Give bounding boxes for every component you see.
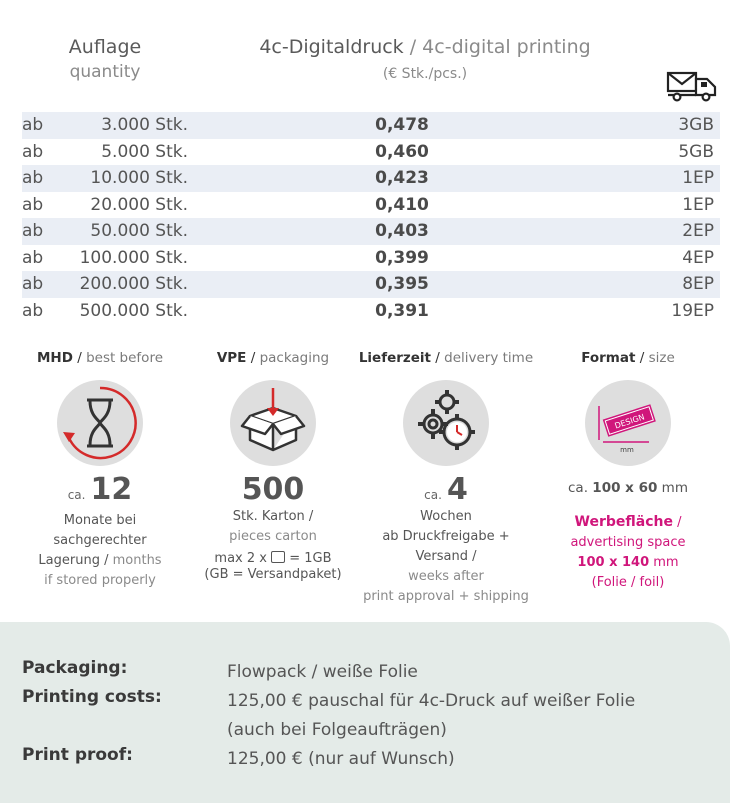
row-price: 0,403 xyxy=(375,221,429,242)
vpe-line2: pieces carton xyxy=(229,529,317,544)
design-label-text: DESIGN xyxy=(613,412,646,431)
printing-costs-value-1: 125,00 € pauschal für 4c-Druck auf weißer Folie xyxy=(227,691,636,711)
ad-space-unit: mm xyxy=(653,555,679,570)
small-box-icon xyxy=(271,551,285,563)
row-quantity: 20.000 Stk. xyxy=(90,194,188,215)
row-ab: ab xyxy=(22,141,44,162)
hourglass-circle xyxy=(57,380,143,466)
table-row xyxy=(22,165,720,192)
row-ab: ab xyxy=(22,194,44,215)
mhd-line3-en: months xyxy=(112,553,162,568)
mhd-line4: if stored properly xyxy=(44,573,156,588)
table-row xyxy=(22,245,720,272)
vpe-title-en: packaging xyxy=(259,350,330,366)
table-row xyxy=(22,218,720,245)
row-shipping: 4EP xyxy=(682,247,714,268)
printing-header-sep: / xyxy=(403,36,423,58)
row-shipping: 8EP xyxy=(682,274,714,295)
delivery-title-en: delivery time xyxy=(444,350,534,366)
vpe-line3a: max 2 x xyxy=(214,551,267,566)
packaging-value: Flowpack / weiße Folie xyxy=(227,662,418,682)
gears-circle xyxy=(403,380,489,466)
vpe-line3b: = 1GB xyxy=(289,551,332,566)
vpe-line4: (GB = Versandpaket) xyxy=(204,567,342,582)
row-ab: ab xyxy=(22,115,44,136)
mhd-value: 12 xyxy=(90,472,133,507)
table-row xyxy=(22,192,720,219)
printing-header-en: 4c-digital printing xyxy=(422,36,591,58)
row-price: 0,478 xyxy=(375,115,429,136)
format-unit: mm xyxy=(661,480,688,496)
print-proof-value: 125,00 € (nur auf Wunsch) xyxy=(227,749,455,769)
mhd-column: MHD / best before ca. 12 Monate bei sachgerechter Lagerung / months if stored properly xyxy=(10,350,190,591)
delivery-value: 4 xyxy=(446,472,468,507)
printing-header-de: 4c-Digitaldruck xyxy=(259,36,404,58)
delivery-line4: print approval + shipping xyxy=(363,589,529,604)
row-price: 0,460 xyxy=(375,141,429,162)
row-ab: ab xyxy=(22,247,44,268)
row-shipping: 2EP xyxy=(682,221,714,242)
format-title-de: Format xyxy=(581,350,636,366)
print-proof-label: Print proof: xyxy=(22,745,133,765)
hourglass-icon xyxy=(57,380,143,466)
ad-space-de: Werbefläche xyxy=(574,514,673,530)
quantity-header-en: quantity xyxy=(69,62,141,82)
format-title-en: size xyxy=(648,350,675,366)
quantity-header xyxy=(50,36,160,82)
delivery-title-de: Lieferzeit xyxy=(358,350,431,366)
ad-space-size: 100 x 140 xyxy=(577,555,650,570)
price-table xyxy=(22,112,720,324)
delivery-column: Lieferzeit / delivery time ca. 4 Wochen ab Druckfreigabe + Versand / weeks after print approval + shipping xyxy=(356,350,536,607)
format-size: 100 x 60 xyxy=(592,480,658,496)
row-shipping: 19EP xyxy=(671,300,714,321)
vpe-column: VPE / packaging 500 Stk. Karton / pieces carton max 2 x = 1GB (GB = Versandpaket) xyxy=(183,350,363,583)
delivery-ca: ca. xyxy=(424,488,442,502)
row-ab: ab xyxy=(22,168,44,189)
row-quantity: 100.000 Stk. xyxy=(79,247,188,268)
info-panel xyxy=(0,622,730,803)
delivery-line3: weeks after xyxy=(408,569,484,584)
row-price: 0,391 xyxy=(375,300,429,321)
format-column: Format / size DESIGN mm ca. 100 x 60 mm Werbefläche / advertising space 100 x 140 mm (Folie / foil) xyxy=(538,350,718,593)
row-shipping: 1EP xyxy=(682,194,714,215)
row-price: 0,423 xyxy=(375,168,429,189)
truck-mail-icon xyxy=(666,70,718,102)
delivery-line1: Wochen xyxy=(420,509,472,524)
printing-costs-value-2: (auch bei Folgeaufträgen) xyxy=(227,720,447,740)
box-icon xyxy=(230,380,316,466)
mhd-line3-de: Lagerung xyxy=(38,553,100,568)
row-ab: ab xyxy=(22,274,44,295)
printing-header xyxy=(220,36,630,82)
ad-space-material: (Folie / foil) xyxy=(591,575,665,590)
format-ca: ca. xyxy=(568,480,588,496)
quantity-header-de: Auflage xyxy=(68,36,142,58)
table-row xyxy=(22,112,720,139)
ad-space-en: advertising space xyxy=(570,535,686,550)
vpe-line1: Stk. Karton / xyxy=(232,509,314,524)
mm-label: mm xyxy=(620,446,634,454)
row-price: 0,395 xyxy=(375,274,429,295)
mhd-ca: ca. xyxy=(67,488,86,502)
box-circle xyxy=(230,380,316,466)
design-label-icon xyxy=(585,380,671,466)
table-row xyxy=(22,271,720,298)
unit-note: (€ Stk./pcs.) xyxy=(382,66,468,82)
table-row xyxy=(22,298,720,325)
format-circle xyxy=(585,380,671,466)
mhd-line1: Monate bei xyxy=(63,513,137,528)
mhd-title-de: MHD xyxy=(36,350,73,366)
row-quantity: 200.000 Stk. xyxy=(79,274,188,295)
printing-costs-label: Printing costs: xyxy=(22,687,162,707)
vpe-title-de: VPE xyxy=(216,350,247,366)
row-shipping: 5GB xyxy=(678,141,714,162)
table-row xyxy=(22,139,720,166)
row-quantity: 5.000 Stk. xyxy=(101,141,188,162)
row-quantity: 500.000 Stk. xyxy=(79,300,188,321)
row-quantity: 3.000 Stk. xyxy=(101,115,188,136)
row-ab: ab xyxy=(22,300,44,321)
packaging-label: Packaging: xyxy=(22,658,128,678)
row-quantity: 10.000 Stk. xyxy=(90,168,188,189)
gears-clock-icon xyxy=(403,380,489,466)
row-price: 0,399 xyxy=(375,247,429,268)
row-price: 0,410 xyxy=(375,194,429,215)
row-quantity: 50.000 Stk. xyxy=(90,221,188,242)
row-shipping: 3GB xyxy=(678,115,714,136)
vpe-value: 500 xyxy=(241,472,305,507)
row-shipping: 1EP xyxy=(682,168,714,189)
row-ab: ab xyxy=(22,221,44,242)
delivery-line2: ab Druckfreigabe + Versand / xyxy=(382,529,510,564)
mhd-title-en: best before xyxy=(86,350,164,366)
mhd-line2: sachgerechter xyxy=(53,533,147,548)
